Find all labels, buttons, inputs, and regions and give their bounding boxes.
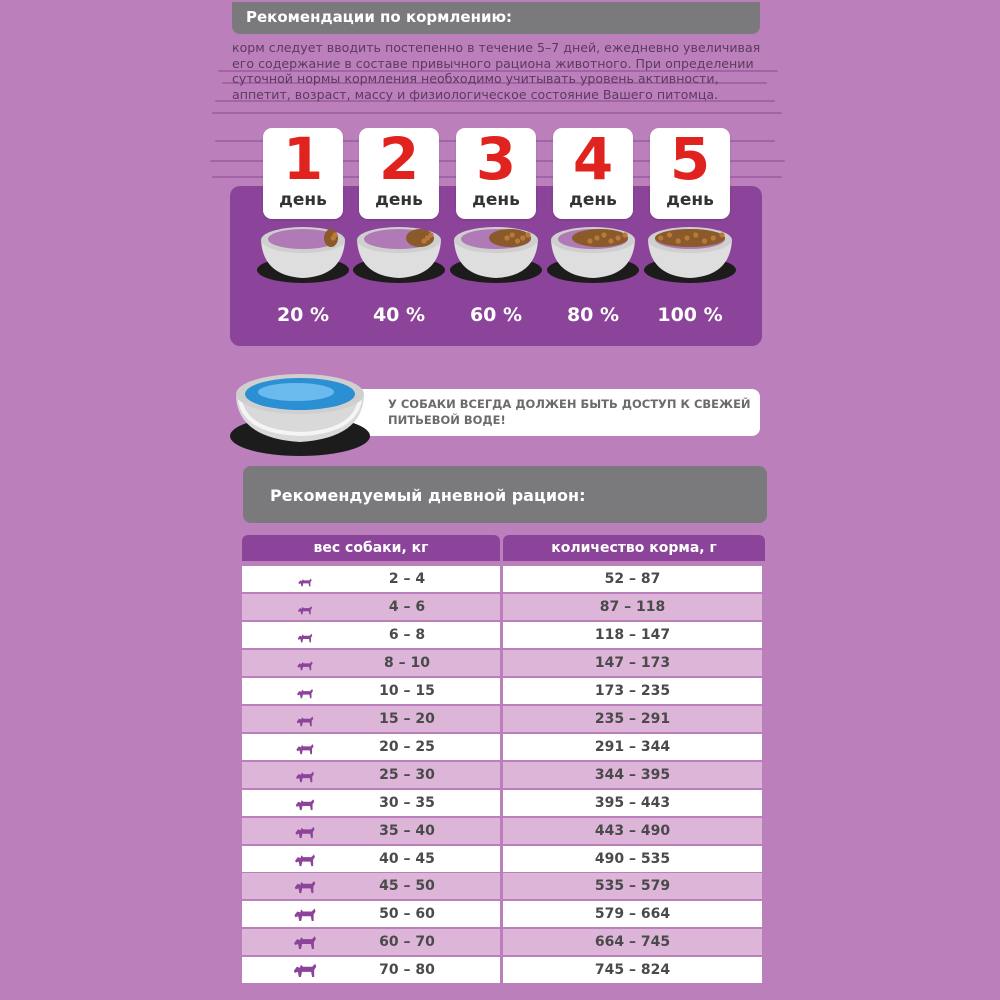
day-percent: 80 % xyxy=(566,304,620,326)
weight-cell xyxy=(242,873,500,899)
day-card-5 xyxy=(650,125,730,219)
weight-value: 40 – 45 xyxy=(379,850,435,867)
weight-value: 6 – 8 xyxy=(388,626,426,643)
food-value: 235 – 291 xyxy=(503,706,762,732)
dog-silhouette-icon xyxy=(292,794,318,812)
food-value: 664 – 745 xyxy=(503,929,762,955)
weight-cell xyxy=(242,678,500,704)
weight-cell xyxy=(242,594,500,620)
weight-value: 4 – 6 xyxy=(388,598,426,615)
weight-cell xyxy=(242,846,500,872)
dog-silhouette-icon xyxy=(292,738,318,756)
day-number: 4 xyxy=(572,125,614,193)
weight-cell xyxy=(242,901,500,927)
day-percent: 20 % xyxy=(276,304,330,326)
food-value: 535 – 579 xyxy=(503,873,762,899)
weight-value: 2 – 4 xyxy=(388,571,426,587)
weight-value: 15 – 20 xyxy=(379,710,435,727)
dog-silhouette-icon xyxy=(292,850,318,868)
feeding-title: Рекомендации по кормлению: xyxy=(246,8,513,26)
day-card-3 xyxy=(456,125,536,219)
food-value: 291 – 344 xyxy=(503,734,762,760)
weight-cell xyxy=(242,622,500,648)
weight-cell xyxy=(242,818,500,844)
day-number: 1 xyxy=(282,125,324,193)
weight-value: 10 – 15 xyxy=(379,682,435,699)
food-value: 745 – 824 xyxy=(503,957,762,983)
food-column-header: количество корма, г xyxy=(503,535,765,561)
weight-value: 45 – 50 xyxy=(379,878,435,895)
food-value: 443 – 490 xyxy=(503,818,762,844)
day-label: день xyxy=(472,190,520,210)
table-row xyxy=(242,566,762,592)
dog-silhouette-icon xyxy=(292,626,318,644)
dog-silhouette-icon xyxy=(292,766,318,784)
day-card-2 xyxy=(359,125,439,219)
food-bowl-icon xyxy=(448,220,544,288)
feeding-header xyxy=(232,2,760,34)
dog-silhouette-icon xyxy=(292,905,318,923)
dog-silhouette-icon xyxy=(292,822,318,840)
ration-title: Рекомендуемый дневной рацион: xyxy=(270,486,586,505)
table-row xyxy=(242,873,762,899)
dog-silhouette-icon xyxy=(292,682,318,700)
weight-column-header: вес собаки, кг xyxy=(242,535,500,561)
food-value: 395 – 443 xyxy=(503,790,762,816)
table-row xyxy=(242,846,762,872)
weight-value: 50 – 60 xyxy=(379,906,435,923)
food-bowl-icon xyxy=(351,220,447,288)
ration-header xyxy=(243,466,767,523)
food-value: 579 – 664 xyxy=(503,901,762,927)
weight-value: 20 – 25 xyxy=(379,738,435,755)
table-row xyxy=(242,901,762,927)
day-number: 3 xyxy=(475,125,517,193)
day-label: день xyxy=(375,190,423,210)
weight-value: 60 – 70 xyxy=(379,934,435,951)
weight-value: 30 – 35 xyxy=(379,794,435,811)
dog-silhouette-icon xyxy=(292,877,318,895)
dog-silhouette-icon xyxy=(292,710,318,728)
weight-cell xyxy=(242,790,500,816)
day-label: день xyxy=(279,190,327,210)
day-percent: 100 % xyxy=(657,304,723,326)
weight-cell xyxy=(242,650,500,676)
day-percent: 40 % xyxy=(372,304,426,326)
water-note xyxy=(310,389,760,436)
food-value: 87 – 118 xyxy=(503,594,762,620)
food-bowl-icon xyxy=(255,220,351,288)
table-row xyxy=(242,650,762,676)
water-text: У СОБАКИ ВСЕГДА ДОЛЖЕН БЫТЬ ДОСТУП К СВЕЖЕЙ ПИТЬЕВОЙ ВОДЕ! xyxy=(388,397,751,427)
feeding-text: корм следует вводить постепенно в течение 5–7 дней, ежедневно увеличивая его содержание в составе привычного рациона животного. При определении суточной нормы кормления необходимо учитывать уровень активности, аппетит, возраст, массу и физиологическое состояние Вашего питомца. xyxy=(232,40,761,102)
dog-silhouette-icon xyxy=(292,598,318,616)
dog-silhouette-icon xyxy=(292,933,318,951)
dog-silhouette-icon xyxy=(292,570,318,588)
table-row xyxy=(242,678,762,704)
day-number: 5 xyxy=(669,125,711,193)
table-row xyxy=(242,957,762,983)
table-row xyxy=(242,818,762,844)
food-value: 118 – 147 xyxy=(503,622,762,648)
dog-silhouette-icon xyxy=(292,961,318,979)
day-percent: 60 % xyxy=(469,304,523,326)
weight-value: 35 – 40 xyxy=(379,822,435,839)
weight-value: 8 – 10 xyxy=(384,654,430,671)
day-number: 2 xyxy=(378,125,420,193)
table-row xyxy=(242,622,762,648)
weight-cell xyxy=(242,762,500,788)
table-row xyxy=(242,706,762,732)
food-value: 344 – 395 xyxy=(503,762,762,788)
dog-silhouette-icon xyxy=(292,654,318,672)
weight-cell xyxy=(242,929,500,955)
table-row xyxy=(242,734,762,760)
weight-cell xyxy=(242,734,500,760)
table-row xyxy=(242,929,762,955)
weight-cell xyxy=(242,566,500,592)
weight-value: 25 – 30 xyxy=(379,766,435,783)
day-label: день xyxy=(569,190,617,210)
weight-value: 70 – 80 xyxy=(379,962,435,979)
day-label: день xyxy=(666,190,714,210)
food-value: 490 – 535 xyxy=(503,846,762,872)
food-value: 173 – 235 xyxy=(503,678,762,704)
table-row xyxy=(242,790,762,816)
weight-cell xyxy=(242,706,500,732)
food-value: 147 – 173 xyxy=(503,650,762,676)
table-row xyxy=(242,762,762,788)
table-row xyxy=(242,594,762,620)
water-bowl-icon xyxy=(226,366,374,458)
weight-cell xyxy=(242,957,500,983)
food-value: 52 – 87 xyxy=(503,566,762,592)
day-card-4 xyxy=(553,125,633,219)
food-bowl-icon xyxy=(642,220,738,288)
food-bowl-icon xyxy=(545,220,641,288)
day-card-1 xyxy=(263,125,343,219)
